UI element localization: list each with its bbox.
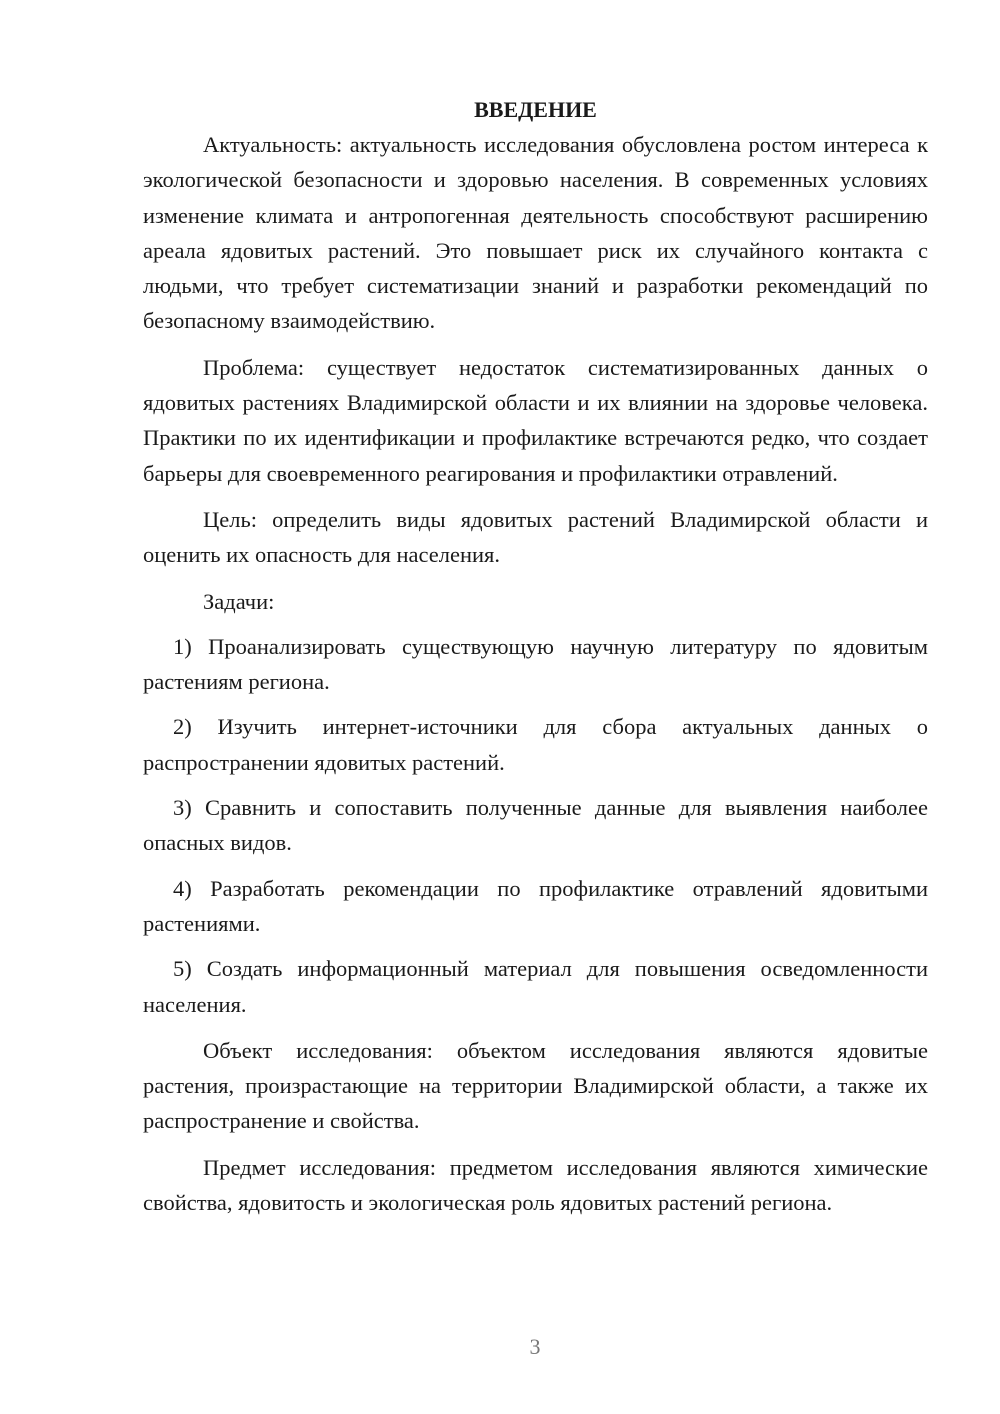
task-item: 2) Изучить интернет-источники для сбора актуальных данных о распространении ядовитых растений. — [143, 714, 928, 775]
task-item: 5) Создать информационный материал для повышения осведомленности населения. — [143, 956, 928, 1017]
tasks-label: Задачи: — [203, 588, 275, 614]
task-item: 3) Сравнить и сопоставить полученные данные для выявления наиболее опасных видов. — [143, 795, 928, 856]
section-heading: ВВЕДЕНИЕ — [474, 97, 597, 122]
paragraph-goal: Цель: определить виды ядовитых растений Владимирской области и оценить их опасность для населения. — [143, 506, 928, 568]
task-item: 1) Проанализировать существующую научную литературу по ядовитым растениям региона. — [143, 633, 928, 695]
document-page — [143, 92, 928, 1220]
paragraph-problem: Проблема: существует недостаток систематизированных данных о ядовитых растениях Владимирской области и их влиянии на здоровье человека. Практики по их идентификации и профилактике встречаются редко, что создает барьеры для своевременного реагирования и профилактики отравлений. — [143, 354, 928, 486]
paragraph-object: Объект исследования: объектом исследования являются ядовитые растения, произрастающие на территории Владимирской области, а также их распространение и свойства. — [143, 1037, 928, 1134]
paragraph-relevance: Актуальность: актуальность исследования обусловлена ростом интереса к экологической безопасности и здоровью населения. В современных условиях изменение климата и антропогенная деятельность способствуют расширению ареала ядовитых растений. Это повышает риск их случайного контакта с людьми, что требует систематизации знаний и разработки рекомендаций по безопасному взаимодействию. — [143, 132, 928, 334]
task-item: 4) Разработать рекомендации по профилактике отравлений ядовитыми растениями. — [143, 875, 928, 936]
paragraph-subject: Предмет исследования: предметом исследования являются химические свойства, ядовитость и экологическая роль ядовитых растений региона. — [143, 1154, 928, 1216]
page-number: 3 — [529, 1334, 541, 1359]
